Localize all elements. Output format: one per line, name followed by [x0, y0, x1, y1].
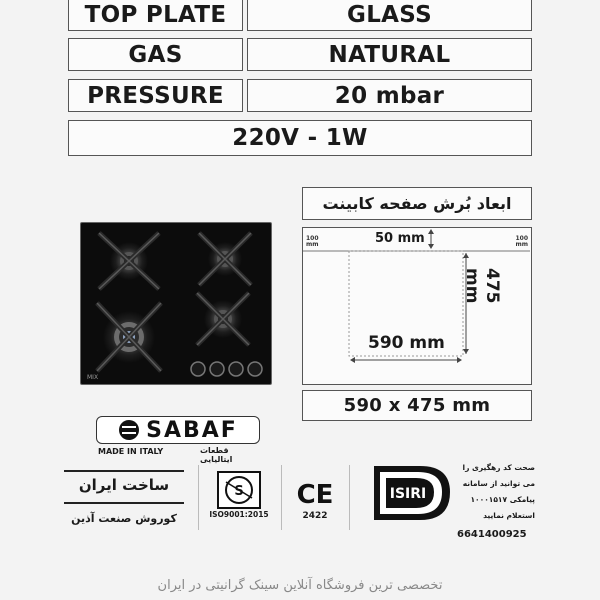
spec-value-pressure: 20 mbar [247, 79, 532, 112]
spec-label-pressure: PRESSURE [68, 79, 243, 112]
divider-2 [281, 465, 282, 530]
cooktop-image [80, 222, 272, 385]
spec-value-top-plate: GLASS [247, 0, 532, 31]
burner-wok [97, 303, 161, 371]
spec-value-gas: NATURAL [247, 38, 532, 71]
standard-emblem-icon [368, 462, 453, 524]
tracking-info [455, 460, 535, 524]
tracking-line-4: استعلام نمایید [483, 511, 535, 520]
tracking-line-1: صحت کد رهگیری را [462, 463, 535, 472]
ce-mark-icon [290, 478, 340, 508]
divider-1 [198, 465, 199, 530]
sabaf-logo [96, 416, 260, 444]
cutout-diagram [302, 227, 532, 385]
iso-logo [206, 470, 272, 518]
svg-text:ISIRI: ISIRI [389, 486, 427, 502]
sabaf-emblem-icon [118, 419, 140, 441]
footer-tagline: تخصصی ترین فروشگاه آنلاین سینک گرانیتی در ایران [157, 578, 443, 593]
burner-bottom-right [197, 293, 249, 345]
italian-parts: قطعات ایتالیایی [200, 446, 233, 464]
svg-text:CE: CE [296, 480, 334, 508]
top-gap-label: 50 mm [375, 231, 425, 246]
iran-standard-logo [368, 462, 453, 524]
cutout-summary: 590 x 475 mm [302, 390, 532, 421]
cooktop-burners [81, 223, 273, 386]
cutout-title [302, 187, 532, 220]
spec-label-gas: GAS [68, 38, 243, 71]
made-in-italy: MADE IN ITALY [98, 447, 164, 456]
svg-text:S: S [234, 484, 244, 499]
sabaf-wordmark: SABAF [146, 417, 238, 443]
cooktop-brand: MIX [87, 374, 99, 381]
knob-row [191, 362, 262, 376]
tracking-line-3: پیامکی ۱۰۰۰۱۵۱۷ [470, 495, 535, 504]
spec-power: 220V - 1W [68, 120, 532, 156]
tracking-line-2: می توانید از سامانه [462, 479, 535, 488]
ce-logo [290, 478, 340, 524]
divider-3 [349, 465, 350, 530]
ce-number: 2422 [302, 511, 328, 521]
width-label: 590 mm [368, 333, 445, 353]
iso-certificate-icon [206, 470, 272, 510]
cutout-title-text: ابعاد بُرش صفحه کابینت [322, 194, 512, 213]
burner-top-right [199, 233, 251, 285]
side-gap-left: 100 mm [306, 235, 319, 248]
tracking-code: 6641400925 [457, 529, 527, 540]
burner-top-left [99, 233, 159, 289]
made-in-iran: ساخت ایران [78, 476, 170, 494]
iran-rule-top [64, 470, 184, 472]
cutout-diagram-lines [303, 228, 530, 383]
company-name: کوروش صنعت آذین [71, 512, 177, 525]
height-label: 475 mm [462, 268, 502, 304]
iran-rule-bottom [64, 502, 184, 504]
side-gap-right: 100 mm [515, 235, 528, 248]
iso-label: ISO9001:2015 [209, 510, 269, 519]
spec-label-top-plate: TOP PLATE [68, 0, 243, 31]
